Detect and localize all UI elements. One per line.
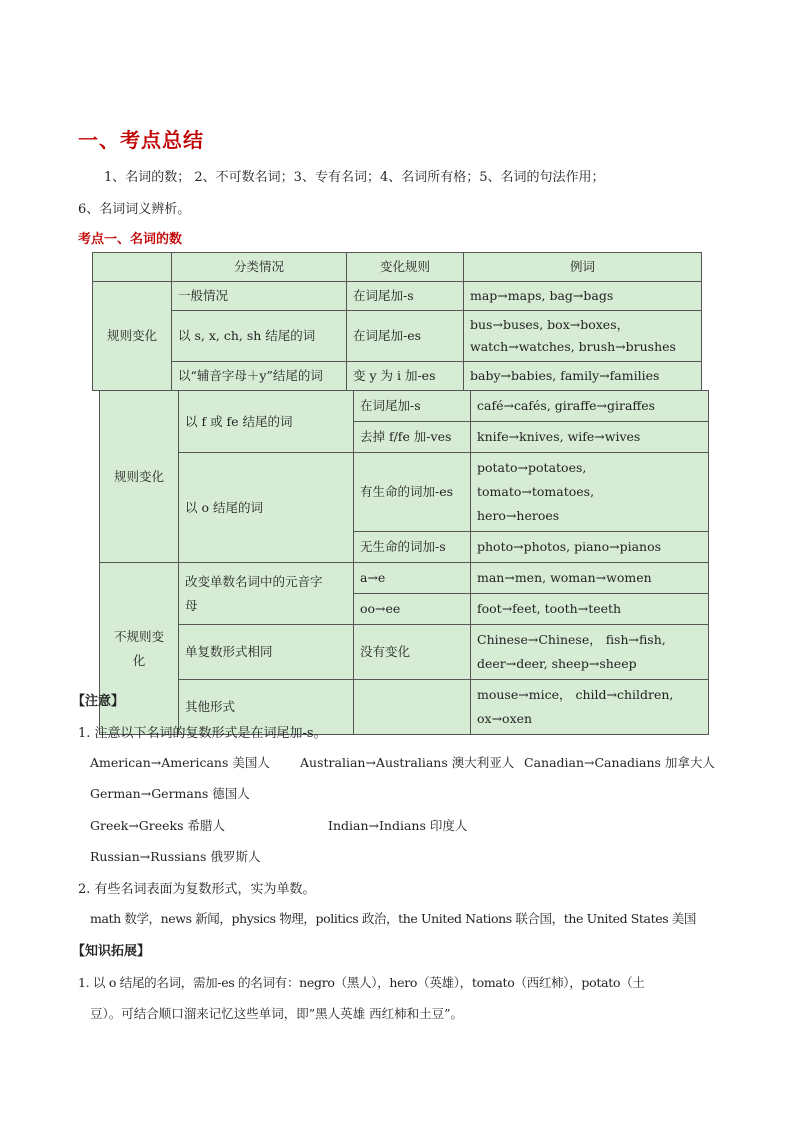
plural-rules-table-2 bbox=[99, 390, 709, 735]
rule-cell: 在词尾加-s bbox=[354, 391, 471, 422]
example-line: mouse→mice， child→children, bbox=[477, 687, 674, 702]
example-line: deer→deer, sheep→sheep bbox=[477, 656, 637, 671]
category-cell: 以 s, x, ch, sh 结尾的词 bbox=[172, 311, 347, 362]
table-row bbox=[93, 362, 702, 391]
demonym-australian: Australian→Australians 澳大利亚人 bbox=[300, 755, 515, 770]
table-row bbox=[100, 391, 709, 422]
rule-cell: 没有变化 bbox=[354, 625, 471, 680]
rule-cell: 在词尾加-s bbox=[347, 282, 464, 311]
header-rule: 变化规则 bbox=[347, 253, 464, 282]
page-heading: 一、考点总结 bbox=[78, 128, 204, 152]
note-2: 2. 有些名词表面为复数形式，实为单数。 bbox=[78, 882, 316, 897]
category-cell: 以“辅音字母＋y”结尾的词 bbox=[172, 362, 347, 391]
example-cell bbox=[471, 680, 709, 735]
group-label-line: 化 bbox=[132, 652, 146, 668]
example-line: watch→watches, brush→brushes bbox=[470, 339, 676, 354]
example-cell bbox=[471, 625, 709, 680]
example-line: potato→potatoes, tomato→tomatoes, bbox=[477, 460, 595, 499]
category-line: 改变单数名词中的元音字 bbox=[185, 573, 323, 589]
demonym-american: American→Americans 美国人 bbox=[90, 755, 270, 770]
table-row bbox=[93, 311, 702, 362]
demonym-canadian: Canadian→Canadians 加拿大人 bbox=[524, 755, 715, 770]
category-cell: 以 f 或 fe 结尾的词 bbox=[179, 391, 354, 453]
extension-1-line-2: 豆）。可结合顺口溜来记忆这些单词，即”黑人英雄 西红柿和土豆”。 bbox=[90, 1006, 464, 1021]
example-cell bbox=[471, 453, 709, 532]
intro-line-1: 1、名词的数； 2、不可数名词；3、专有名词；4、名词所有格；5、名词的句法作用； bbox=[104, 170, 605, 185]
group-label-line: 不规则变 bbox=[113, 628, 164, 644]
category-cell: 以 o 结尾的词 bbox=[179, 453, 354, 563]
note-title: 【注意】 bbox=[72, 694, 125, 709]
rule-cell: 变 y 为 i 加-es bbox=[347, 362, 464, 391]
table-row bbox=[93, 282, 702, 311]
header-empty bbox=[93, 253, 172, 282]
rule-cell: 去掉 f/fe 加-ves bbox=[354, 422, 471, 453]
example-line: ox→oxen bbox=[477, 711, 533, 726]
rule-cell: 有生命的词加-es bbox=[354, 453, 471, 532]
rule-cell: a→e bbox=[354, 563, 471, 594]
table-row bbox=[100, 625, 709, 680]
demonym-german: German→Germans 德国人 bbox=[90, 786, 250, 801]
category-cell: 单复数形式相同 bbox=[179, 625, 354, 680]
category-cell bbox=[179, 563, 354, 625]
rule-cell: oo→ee bbox=[354, 594, 471, 625]
rule-cell bbox=[354, 680, 471, 735]
group-label: 规则变化 bbox=[100, 391, 179, 563]
category-line: 母 bbox=[185, 597, 198, 613]
intro-line-2: 6、名词词义辨析。 bbox=[78, 202, 191, 217]
demonym-indian: Indian→Indians 印度人 bbox=[328, 818, 468, 833]
example-cell: map→maps, bag→bags bbox=[464, 282, 702, 311]
demonym-russian: Russian→Russians 俄罗斯人 bbox=[90, 849, 261, 864]
plural-rules-table-1 bbox=[92, 252, 702, 391]
header-category: 分类情况 bbox=[172, 253, 347, 282]
group-label: 规则变化 bbox=[93, 282, 172, 391]
example-cell: photo→photos, piano→pianos bbox=[471, 532, 709, 563]
rule-cell: 无生命的词加-s bbox=[354, 532, 471, 563]
table-row bbox=[100, 453, 709, 532]
demonym-greek: Greek→Greeks 希腊人 bbox=[90, 818, 226, 833]
example-line: bus→buses, box→boxes， bbox=[470, 317, 630, 332]
example-cell bbox=[464, 311, 702, 362]
example-cell: café→cafés, giraffe→giraffes bbox=[471, 391, 709, 422]
category-cell: 其他形式 bbox=[179, 680, 354, 735]
example-cell: man→men, woman→women bbox=[471, 563, 709, 594]
extension-1-line-1: 1. 以 o 结尾的名词，需加-es 的名词有：negro（黑人），hero（英雄），tomato（西红柿），potato（土 bbox=[78, 975, 645, 990]
example-cell: baby→babies, family→families bbox=[464, 362, 702, 391]
table-header-row bbox=[93, 253, 702, 282]
example-line: hero→heroes bbox=[477, 508, 560, 523]
example-line: Chinese→Chinese， fish→fish, bbox=[477, 632, 666, 647]
note-1: 1. 注意以下名词的复数形式是在词尾加-s。 bbox=[78, 726, 327, 741]
table-row bbox=[100, 563, 709, 594]
example-cell: knife→knives, wife→wives bbox=[471, 422, 709, 453]
section-title: 考点一、名词的数 bbox=[78, 232, 183, 247]
header-example: 例词 bbox=[464, 253, 702, 282]
rule-cell: 在词尾加-es bbox=[347, 311, 464, 362]
example-cell: foot→feet, tooth→teeth bbox=[471, 594, 709, 625]
extension-title: 【知识拓展】 bbox=[72, 944, 151, 959]
category-cell: 一般情况 bbox=[172, 282, 347, 311]
note-2-examples: math 数学，news 新闻，physics 物理，politics 政治，the United Nations 联合国，the United States 美国 bbox=[90, 911, 697, 926]
